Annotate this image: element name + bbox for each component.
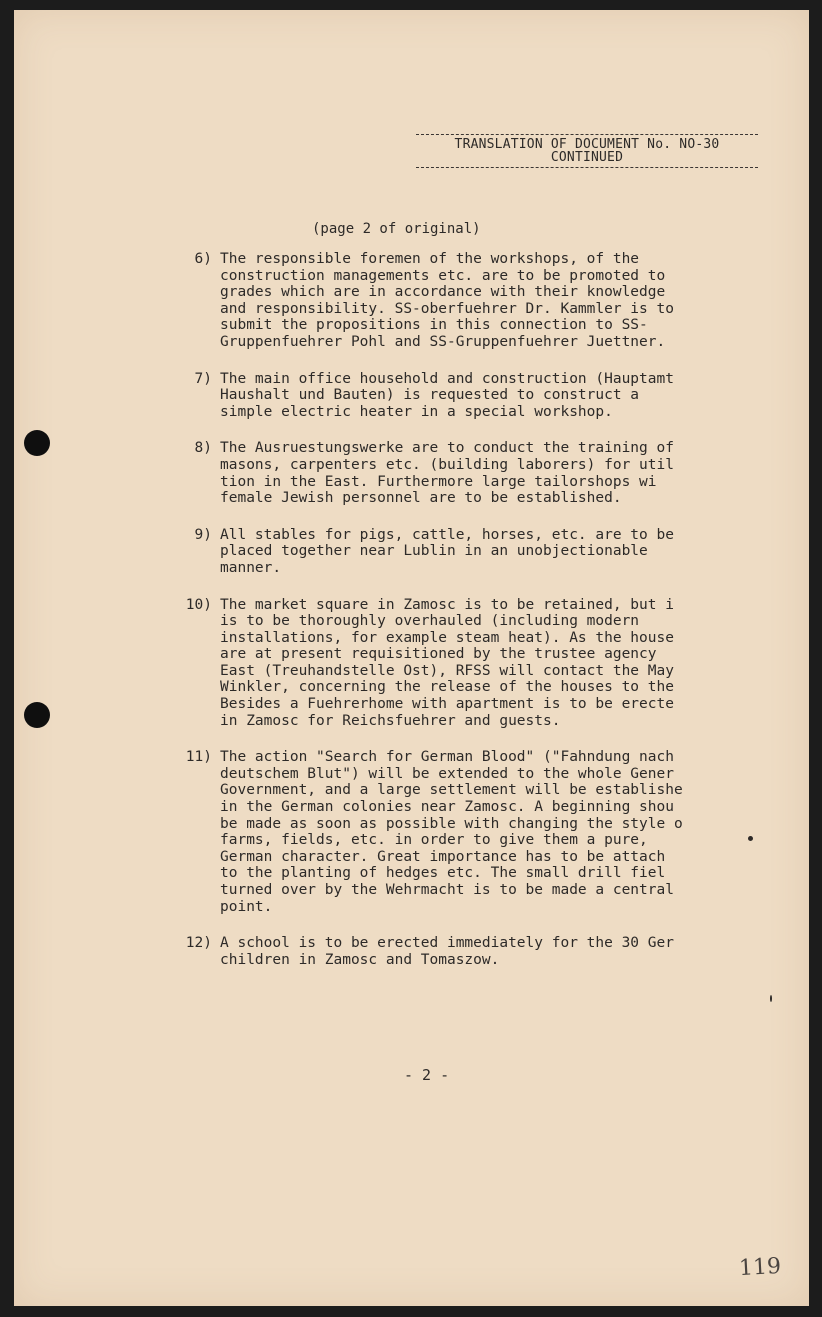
list-item [174, 371, 774, 421]
header-subtitle: CONTINUED [550, 150, 624, 165]
item-number: 9) [194, 526, 212, 543]
list-item [174, 527, 774, 577]
list-item [174, 749, 774, 915]
item-text: The action "Search for German Blood" ("Fahndung nach deutschem Blut") will be extended to the whole Gener Government, and a large settlement will be establishe in the German colonies near Zamosc. A beginning shou be made as soon as possible with changing the style o farms, fields, etc. in order to give them a pure, German character. Great importance has to be attach to the planting of hedges etc. The small drill fiel turned over by the Wehrmacht is to be made a central point. [220, 749, 683, 915]
item-number: 8) [194, 440, 212, 457]
page-number: - 2 - [404, 1066, 450, 1084]
list-item [174, 935, 774, 968]
item-number: 6) [194, 251, 212, 267]
punch-hole [24, 702, 50, 728]
numbered-items-list [174, 251, 774, 988]
header-bottom-rule [416, 167, 758, 168]
ink-speck [748, 836, 753, 841]
item-number: 7) [194, 370, 212, 387]
list-item [174, 251, 774, 351]
document-page [14, 10, 809, 1306]
punch-hole [24, 430, 50, 456]
document-header [412, 134, 762, 168]
item-number: 11) [185, 749, 212, 766]
item-text: The responsible foremen of the workshops, of the construction managements etc. are to be promoted to grades which are in accordance with their knowledge and responsibility. SS-oberfuehrer Dr. Kammler is to submit the propositions in this connection to SS- Gruppenfuehrer Pohl and SS-Gruppenfuehrer Juettner. [220, 251, 674, 350]
list-item [174, 440, 774, 506]
archive-stamp-number: 119 [738, 1253, 782, 1282]
item-text: The market square in Zamosc is to be retained, but i is to be thoroughly overhauled (including modern installations, for example steam heat). As the house are at present requisitioned by the trustee agency East (Treuhandstelle Ost), RFSS will contact the May Winkler, concerning the release of the houses to the Besides a Fuehrerhome with apartment is to be erecte in Zamosc for Reichsfuehrer and guests. [220, 596, 674, 729]
item-number: 12) [185, 935, 212, 952]
item-number: 10) [185, 596, 212, 613]
ink-speck [770, 995, 772, 1002]
item-text: A school is to be erected immediately for the 30 Ger children in Zamosc and Tomaszow. [220, 935, 674, 968]
header-title: TRANSLATION OF DOCUMENT No. NO-30 [454, 137, 720, 152]
item-text: The main office household and construction (Hauptamt Haushalt und Bauten) is requested to construct a simple electric heater in a special workshop. [220, 370, 674, 420]
item-text: All stables for pigs, cattle, horses, etc. are to be placed together near Lublin in an unobjectionable manner. [220, 526, 674, 576]
original-page-reference: (page 2 of original) [312, 221, 481, 237]
item-text: The Ausruestungswerke are to conduct the training of masons, carpenters etc. (building laborers) for util tion in the East. Furthermore large tailorshops wi female Jewish personnel are to be established. [220, 440, 674, 507]
list-item [174, 597, 774, 730]
